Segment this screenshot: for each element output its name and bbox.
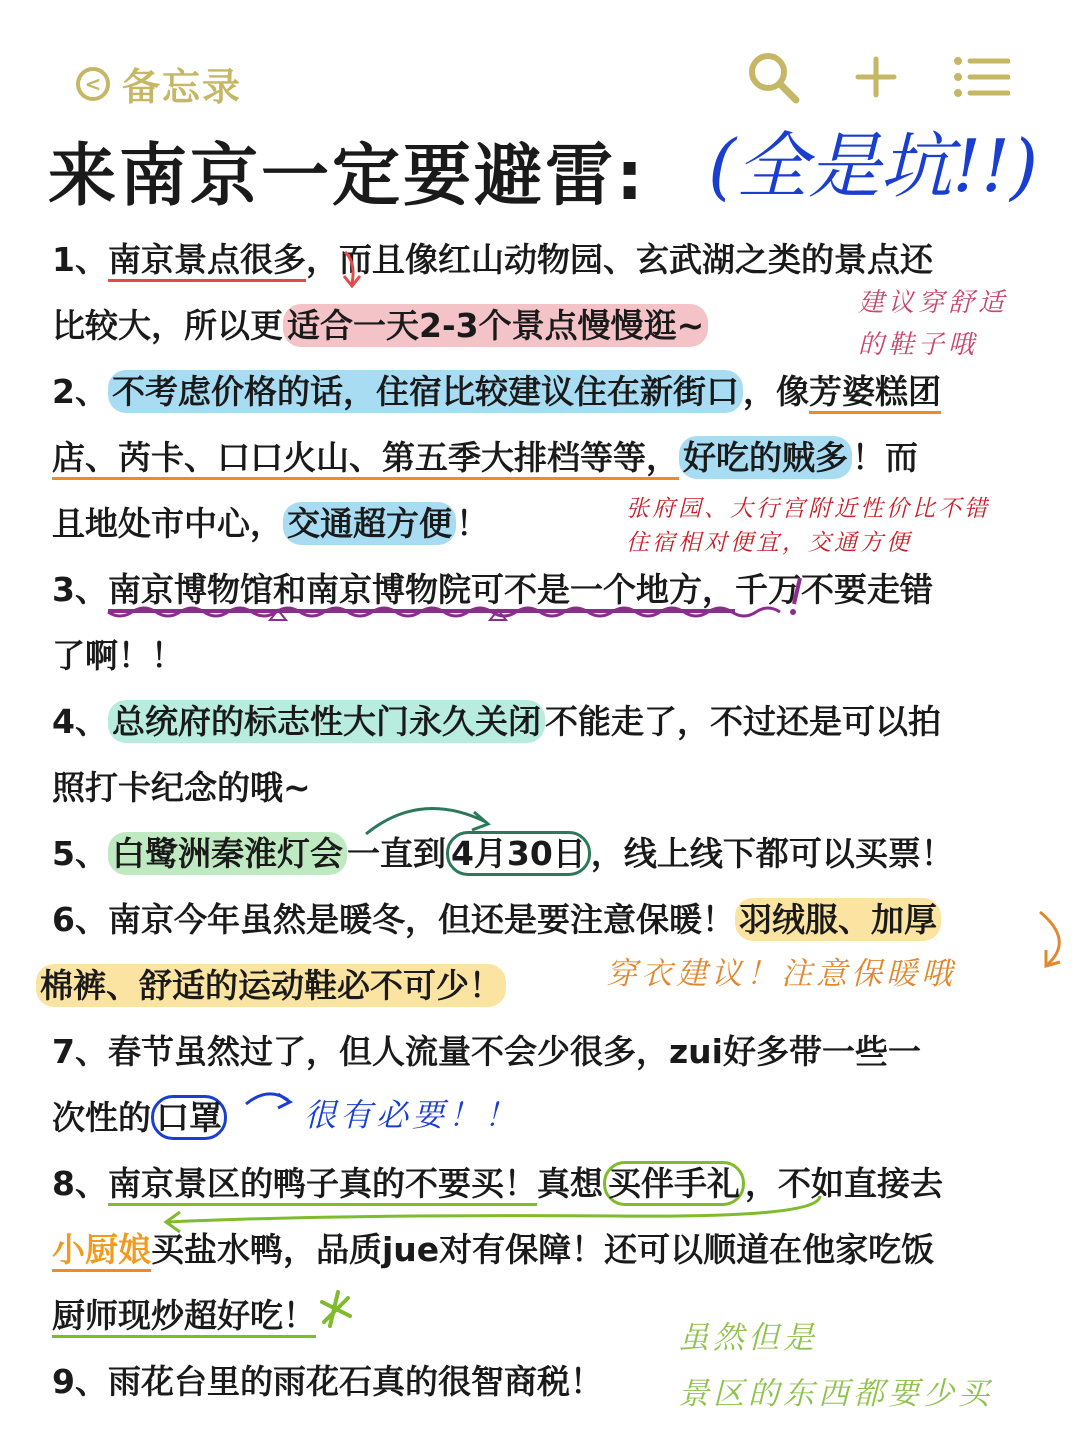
item-4-line-1: 4、 总统府的标志性大门永久关闭 不能走了，不过还是可以拍 — [52, 702, 941, 741]
note-mask: 很有必要！！ — [304, 1096, 521, 1134]
item-6-line-2: 棉裤、舒适的运动鞋必不可少！ — [36, 964, 506, 1008]
item-1-line-2: 比较大，所以更 适合一天2-3个景点慢慢逛~ — [52, 304, 708, 348]
note-clothing: 穿衣建议！注意保暖哦 — [606, 956, 956, 992]
arrow-clothing — [1040, 912, 1059, 964]
arrow-mask-head — [278, 1094, 290, 1108]
toolbar-icons — [746, 50, 1010, 104]
title-handwritten-note: (全是坑!!) — [708, 124, 1039, 208]
item-8-line-3: 厨师现炒超好吃！ — [52, 1294, 316, 1338]
item-4-line-2: 照打卡纪念的哦~ — [52, 768, 311, 807]
page-title: 来南京一定要避雷: — [48, 137, 647, 216]
item-3-line-1: 3、南京博物馆和南京博物院可不是一个地方，千万不要走错 — [52, 568, 933, 612]
item-1-line-1: 1、南京景点很多，而且像红山动物园、玄武湖之类的景点还 — [52, 238, 933, 282]
note-shoes: 建议穿舒适 的鞋子哦 — [858, 288, 1009, 360]
item-8-line-1: 8、南京景区的鸭子真的不要买！真想 买伴手礼 ，不如直接去 — [52, 1162, 943, 1206]
item-8-line-2: 小厨娘买盐水鸭，品质jue对有保障！还可以顺道在他家吃饭 — [52, 1228, 934, 1272]
list-icon[interactable] — [952, 55, 1010, 99]
search-icon[interactable] — [746, 50, 800, 104]
back-button[interactable] — [76, 56, 242, 111]
note-souvenirs: 虽然但是 景区的东西都要少买 — [678, 1320, 993, 1412]
item-9-line-1: 9、雨花台里的雨花石真的很智商税！ — [52, 1362, 603, 1401]
item-5-line-1: 5、 白鹭洲秦淮灯会 一直到 4月30日 ，线上线下都可以买票！ — [52, 832, 954, 876]
item-7-line-1: 7、春节虽然过了，但人流量不会少很多，zui好多带一些一 — [52, 1032, 921, 1071]
top-bar — [0, 0, 1080, 120]
item-2-line-1: 2、 不考虑价格的话，住宿比较建议住在新街口 ，像芳婆糕团 — [52, 370, 941, 414]
arrow-lantern-head — [472, 812, 488, 830]
item-7-line-2: 次性的 口罩 — [52, 1096, 227, 1140]
item-3-line-2: 了啊！！ — [52, 636, 184, 675]
item-2-line-2: 店、芮卡、口口火山、第五季大排档等等， 好吃的贼多 ！而 — [52, 436, 918, 480]
green-star — [322, 1292, 350, 1326]
back-icon: < — [76, 67, 110, 101]
arrow-clothing-head — [1046, 950, 1060, 966]
plus-icon[interactable] — [854, 55, 898, 99]
arrow-mask — [246, 1094, 288, 1104]
item-2-line-3: 且地处市中心， 交通超方便 ！ — [52, 504, 489, 543]
item-6-line-1: 6、南京今年虽然是暖冬，但还是要注意保暖！ 羽绒服、加厚 — [52, 898, 941, 942]
back-label: 备忘录 — [122, 65, 243, 109]
note-lodging: 张府园、大行宫附近性价比不错 住宿相对便宜，交通方便 — [626, 496, 990, 556]
